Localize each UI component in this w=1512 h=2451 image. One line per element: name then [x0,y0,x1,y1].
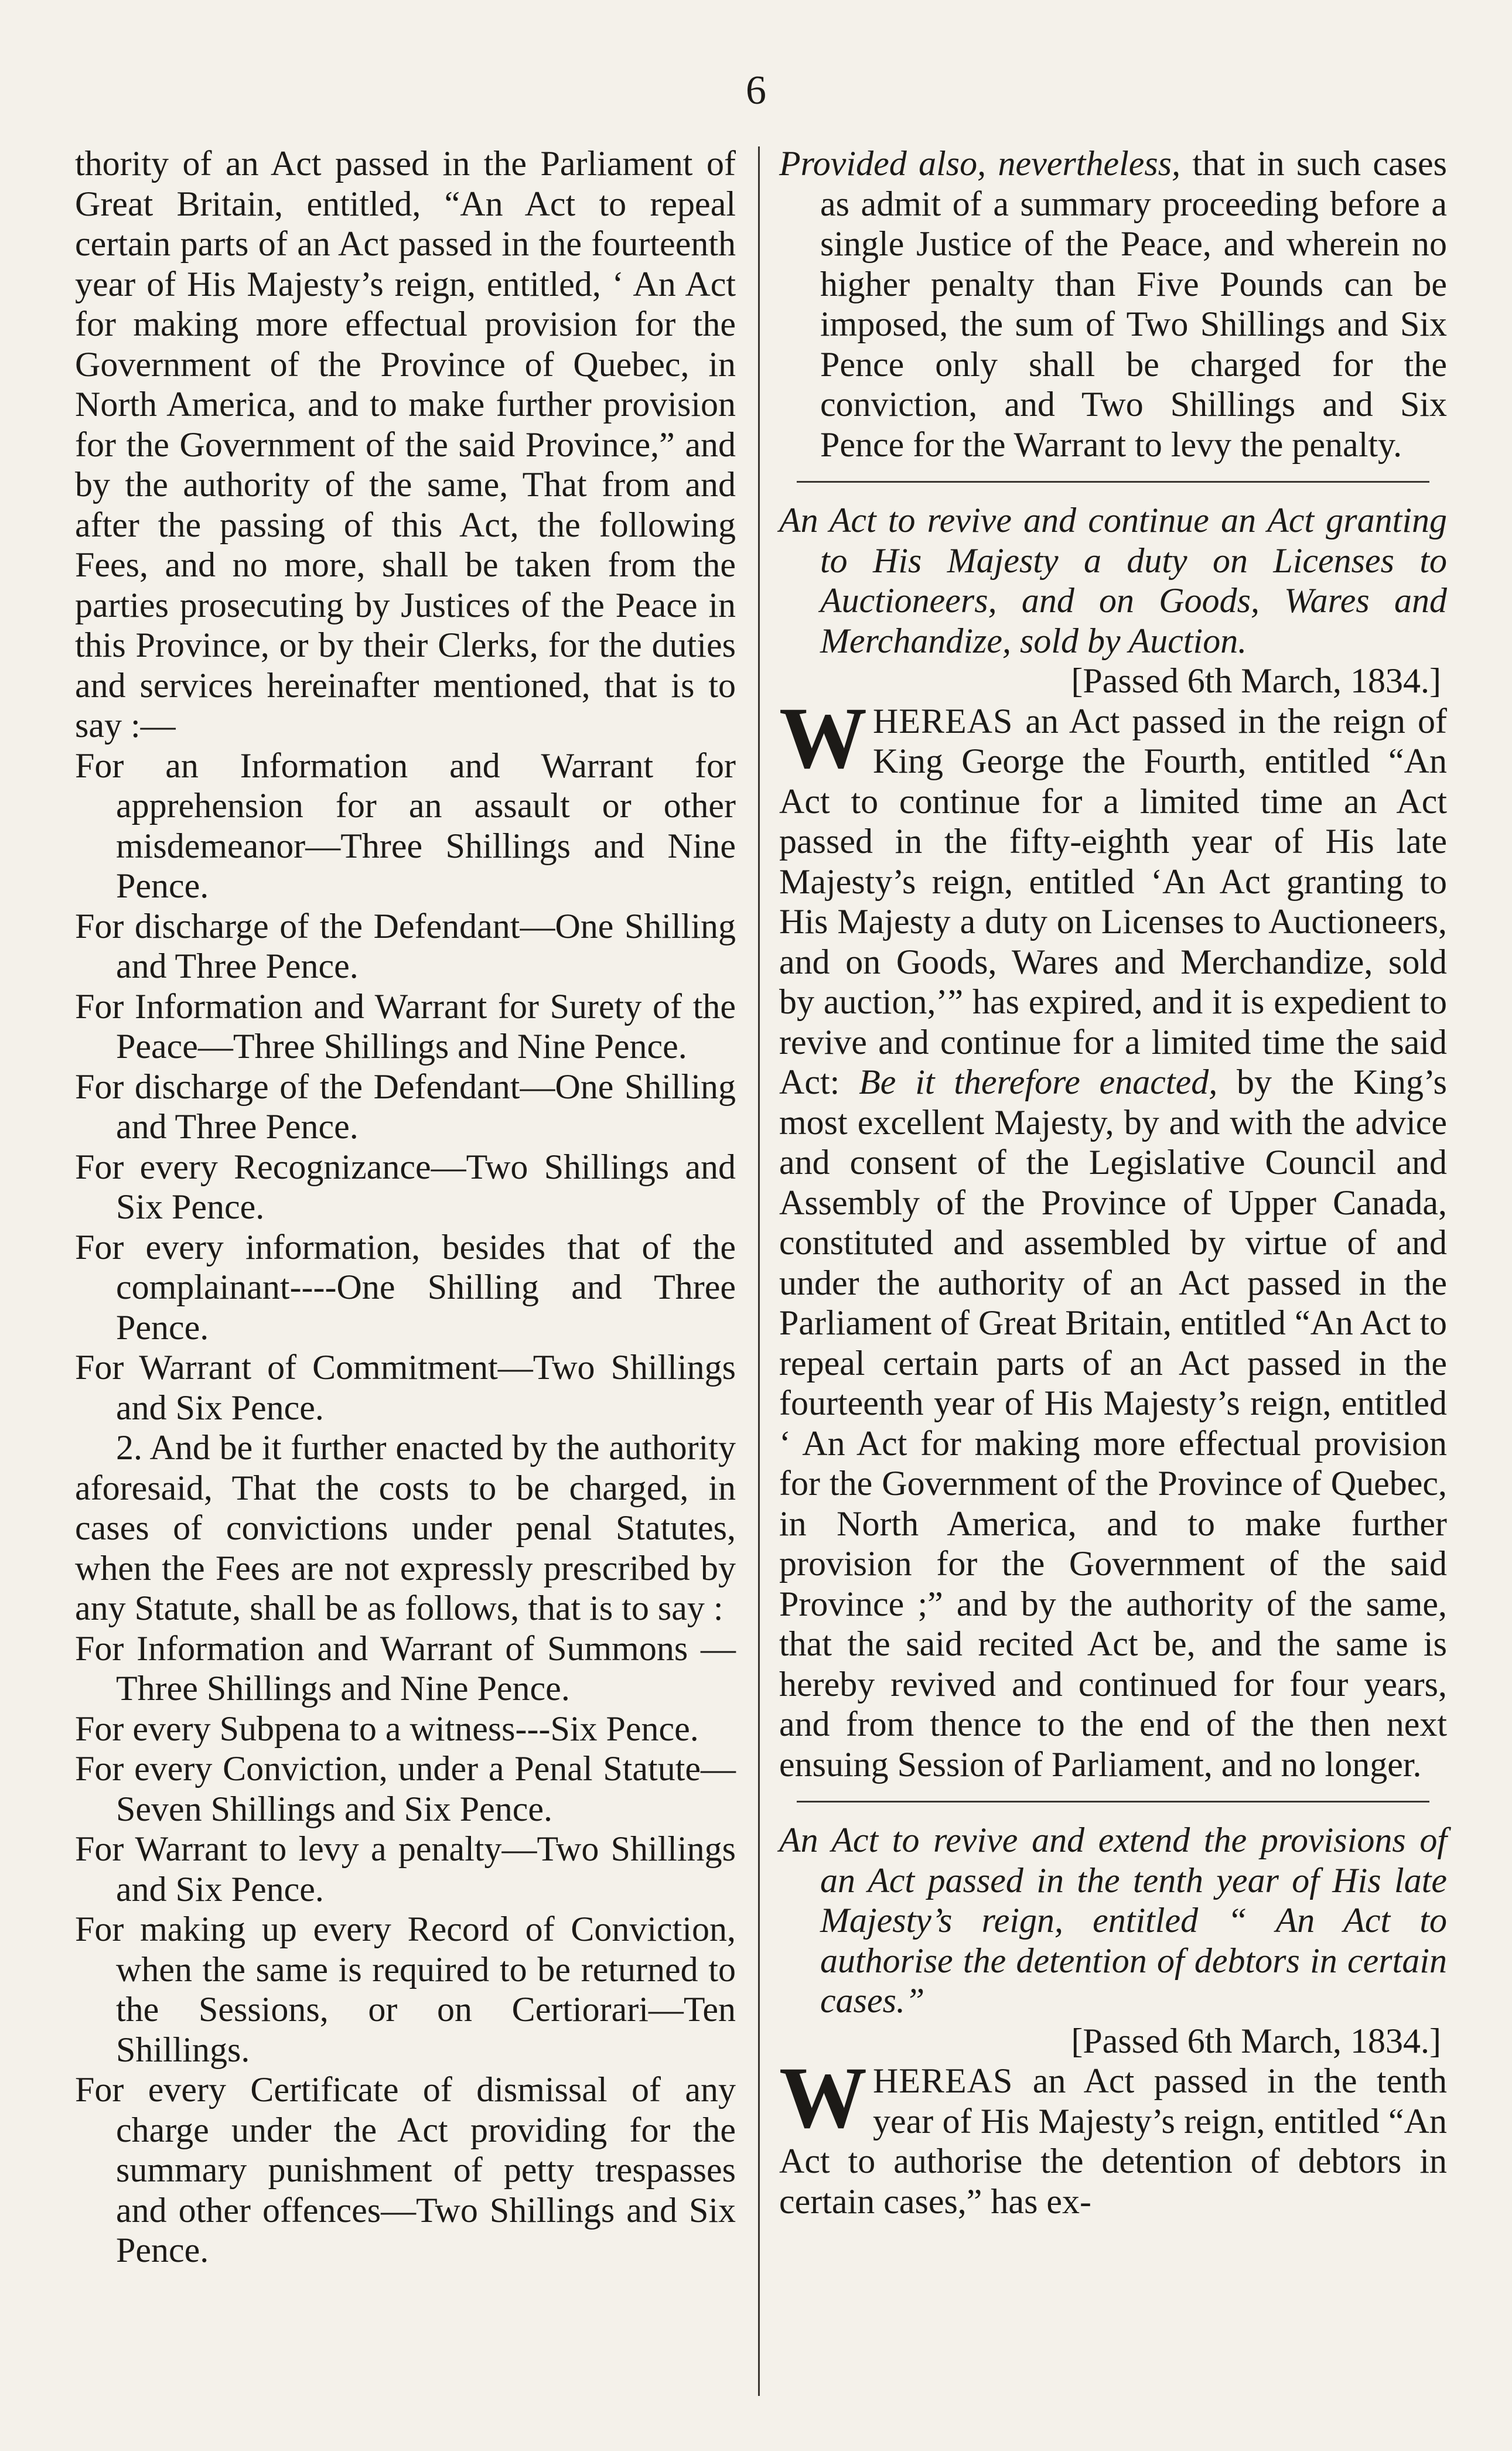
section-rule [797,481,1429,483]
lead-word: HEREAS [873,2061,1013,2100]
opening-paragraph: thority of an Act passed in the Parliament of Great Britain, entitled, “An Act to repeal certain parts of an Act passed in the fourteenth year of His Majesty’s reign, entitled, ‘ An Act for making more effectual provision for the Government of the Province of Quebec, in North America, and to make further provision for the Government of the said Province,” and by the authority of the same, That from and after the passing of this Act, the following Fees, and no more, shall be taken from the parties prosecuting by Justices of the Peace in this Province, or by their Clerks, for the duties and services hereinafter mentioned, that is to say :— [75,144,736,745]
section-2-paragraph: 2. And be it further enacted by the authority aforesaid, That the costs to be charged, in cases of convictions under penal Statutes, when the Fees are not expressly prescribed by any Statute, shall be as follows, that is to say : [75,1428,736,1627]
fee-item: For Warrant to levy a penalty—Two Shillings and Six Pence. [75,1829,736,1909]
fee-item: For every Recognizance—Two Shillings and Six Pence. [75,1147,736,1226]
left-column [75,144,736,2271]
act-body [779,689,1447,1785]
fee-item: For Warrant of Commitment—Two Shillings and Six Pence. [75,1348,736,1427]
fee-item: For every information, besides that of the complainant----One Shilling and Three Pence. [75,1227,736,1347]
section-rule [797,1801,1429,1803]
fee-item: For Information and Warrant for Surety of the Peace—Three Shillings and Nine Pence. [75,986,736,1066]
page-number: 6 [746,68,766,113]
proviso-lead: Provided also, nevertheless, [779,144,1181,183]
passed-date: [Passed 6th March, 1834.] [1071,2021,1441,2060]
fee-item: For every Conviction, under a Penal Statute—Seven Shillings and Six Pence. [75,1749,736,1828]
act-body [779,2049,1447,2221]
drop-cap: W [779,689,867,787]
fee-item: For discharge of the Defendant—One Shilling and Three Pence. [75,906,736,985]
enacting-phrase: Be it therefore enacted, [859,1063,1218,1101]
fee-item: For every Certificate of dismissal of any charge under the Act providing for the summary punishment of petty trespasses and other offences—Two Shillings and Six Pence. [75,2070,736,2269]
act-body-text-continued: by the King’s most excellent Majesty, by and with the advice and consent of the Legislative Council and Assembly of the Province of Upper Canada, constituted and assembled by virtue of and under the authority of an Act passed in the Parliament of Great Britain, entitled “An Act to repeal certain parts of an Act passed in the fourteenth year of His Majesty’s reign, entitled ‘ An Act for making more effectual provision for the Government of the Province of Quebec, in North America, and to make further provision for the Government of the said Province ;” and by the authority of the same, that the said recited Act be, and the same is hereby revived and continued for four years, and from thence to the end of the then next ensuing Session of Parliament, and no longer. [779,1063,1447,1784]
fee-item: For Information and Warrant of Summons —Three Shillings and Nine Pence. [75,1629,736,1708]
column-divider [758,146,760,2396]
act-title: An Act to revive and extend the provisions of an Act passed in the tenth year of His late Majesty’s reign, entitled “ An Act to authorise the detention of debtors in certain cases.” [779,1821,1447,2020]
fee-item: For every Subpena to a witness---Six Pence. [75,1709,699,1748]
lead-word: HEREAS [873,701,1013,740]
passed-date: [Passed 6th March, 1834.] [1071,661,1441,700]
proviso-text: that in such cases as admit of a summary proceeding before a single Justice of the Peace, and wherein no higher penalty than Five Pounds can be imposed, the sum of Two Shillings and Six Pence only shall be charged for the conviction, and Two Shillings and Six Pence for the Warrant to levy the penalty. [820,144,1447,464]
act-body-text: an Act passed in the reign of King George the Fourth, entitled “An Act to continue for a limited time an Act passed in the fifty-eighth year of His late Majesty’s reign, entitled ‘An Act granting to His Majesty a duty on Licenses to Auctioneers, and on Goods, Wares and Merchandize, sold by auction,’” has expired, and it is expedient to revive and continue for a limited time the said Act: [779,701,1447,1101]
proviso-paragraph [779,144,1447,465]
fee-item: For an Information and Warrant for apprehension for an assault or other misdemeanor—Three Shillings and Nine Pence. [75,746,736,905]
drop-cap: W [779,2049,867,2146]
fee-item: For discharge of the Defendant—One Shilling and Three Pence. [75,1067,736,1146]
fee-item: For making up every Record of Conviction, when the same is required to be returned to the Sessions, or on Certiorari—Ten Shillings. [75,1910,736,2069]
right-column [779,144,1447,2221]
act-body-text: an Act passed in the tenth year of His Majesty’s reign, entitled “An Act to authorise the detention of debtors in certain cases,” has ex- [779,2061,1447,2221]
act-title: An Act to revive and continue an Act granting to His Majesty a duty on Licenses to Auctioneers, and on Goods, Wares and Merchandize, sold by Auction. [779,501,1447,660]
